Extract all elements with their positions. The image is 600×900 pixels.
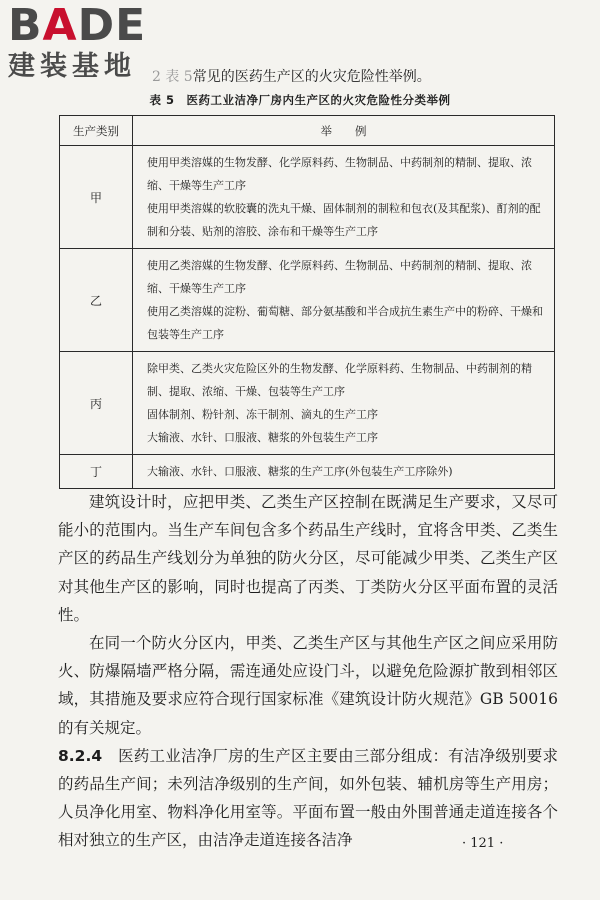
example-entry: 使用甲类溶媒的软胶囊的洗丸干燥、固体制剂的制粒和包衣(及其配浆)、酊剂的配制和分装、贴剂的溶胶、涂布和干燥等生产工序 [147,202,541,238]
table-row-ding [60,455,555,489]
table-row-yi [60,249,555,352]
paragraph: 建筑设计时，应把甲类、乙类生产区控制在既满足生产要求，又尽可能小的范围内。当生产车间包含多个药品生产线时，宜将含甲类、乙类生产区的药品生产线划分为单独的防火分区，尽可能减少甲类、乙类生产区对其他生产区的影响，同时也提高了丙类、丁类防火分区平面布置的灵活性。 [58,493,558,624]
row-category: 丁 [60,455,133,489]
example-entry: 大输液、水针、口服液、糖浆的外包装生产工序 [147,431,378,444]
row-examples [133,146,555,249]
example-entry: 固体制剂、粉针剂、冻干制剂、滴丸的生产工序 [147,408,378,421]
example-entry: 使用乙类溶媒的淀粉、葡萄糖、部分氨基酸和半合成抗生素生产中的粉碎、干燥和包装等生产工序 [147,305,543,341]
example-entry: 除甲类、乙类火灾危险区外的生物发酵、化学原料药、生物制品、中药制剂的精制、提取、浓缩、干燥、包装等生产工序 [147,362,532,398]
table-caption: 表 5 医药工业洁净厂房内生产区的火灾危险性分类举例 [149,93,451,107]
row-examples [133,249,555,352]
row-category: 甲 [60,146,133,249]
header-examples: 举 例 [133,116,555,146]
row-category: 丙 [60,352,133,455]
example-entry: 使用乙类溶媒的生物发酵、化学原料药、生物制品、中药制剂的精制、提取、浓缩、干燥等生产工序 [147,259,532,295]
fire-risk-table [59,115,555,489]
brand-accent-letter: A [42,0,78,51]
intro-faded-text: 2 表 5 [152,69,193,85]
row-category: 乙 [60,249,133,352]
row-examples [133,455,555,489]
brand-letters: DE [77,0,147,51]
row-examples [133,352,555,455]
table-row-jia [60,146,555,249]
paragraph: 在同一个防火分区内，甲类、乙类生产区与其他生产区之间应采用防火、防爆隔墙严格分隔，需连通处应设门斗，以避免危险源扩散到相邻区域，其措施及要求应符合现行国家标准《建筑设计防火规范》GB 50016 的有关规定。 [58,634,558,737]
intro-line [152,66,431,86]
intro-text: 常见的医药生产区的火灾危险性举例。 [192,69,431,85]
body-text [58,488,558,855]
watermark-brand [8,0,178,51]
brand-letter: B [8,0,43,51]
header-category: 生产类别 [60,116,133,146]
example-entry: 大输液、水针、口服液、糖浆的生产工序(外包装生产工序除外) [147,465,453,478]
section-number: 8.2.4 [58,746,103,765]
example-entry: 使用甲类溶媒的生物发酵、化学原料药、生物制品、中药制剂的精制、提取、浓缩、干燥等生产工序 [147,156,532,192]
table-header-row [60,116,555,146]
page-number: · 121 · [462,836,504,851]
watermark-subtitle: 建装基地 [8,51,136,82]
section-text: 医药工业洁净厂房的生产区主要由三部分组成：有洁净级别要求的药品生产间；未列洁净级别的生产间，如外包装、辅机房等生产用房；人员净化用室、物料净化用室等。平面布置一般由外围普通走道连接各个相对独立的生产区，由洁净走道连接各洁净 [58,746,558,850]
table-row-bing [60,352,555,455]
